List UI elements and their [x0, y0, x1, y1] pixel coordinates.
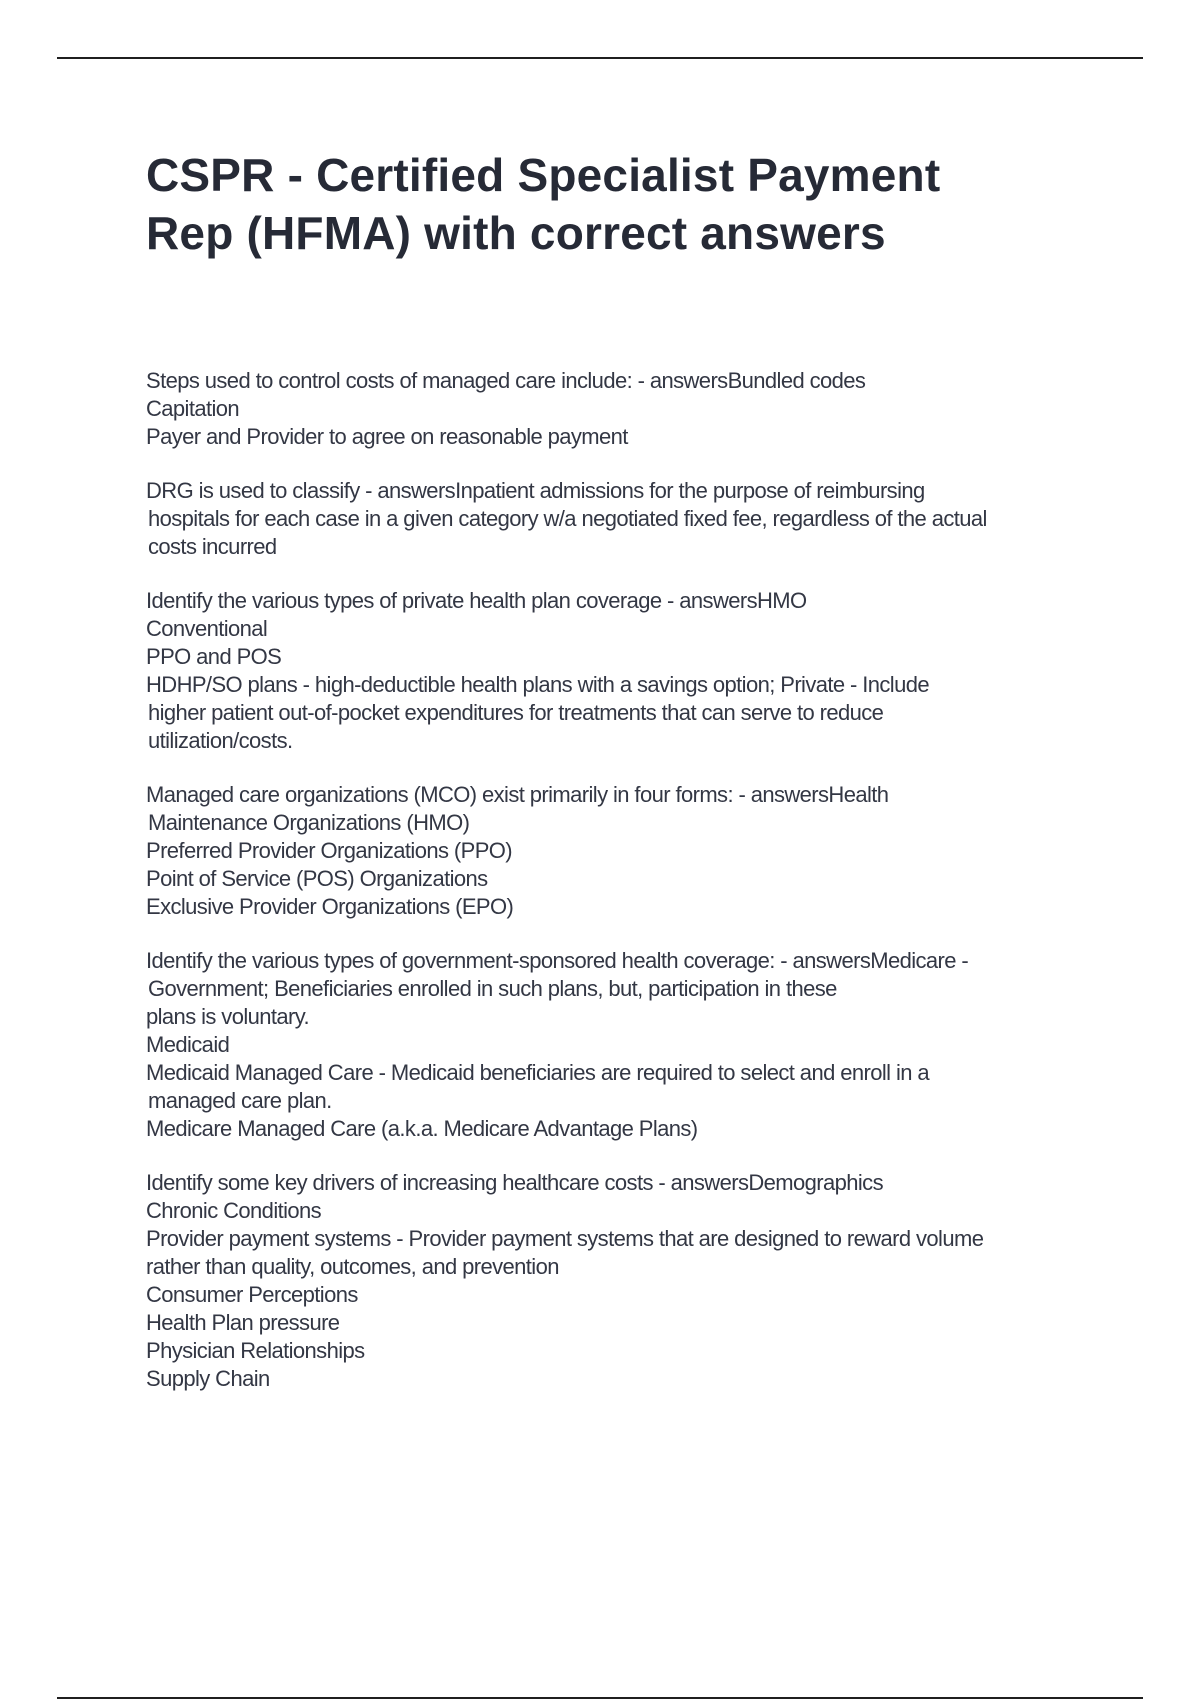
- document-title: [146, 146, 1076, 262]
- qa-line: Identify some key drivers of increasing healthcare costs - answersDemographics: [146, 1170, 883, 1195]
- qa-line: Identify the various types of government-sponsored health coverage: - answersMedicare -: [146, 948, 969, 973]
- qa-line: Chronic Conditions: [146, 1198, 322, 1223]
- qa-line: costs incurred: [148, 534, 277, 559]
- qa-line: Government; Beneficiaries enrolled in such plans, but, participation in these: [148, 976, 837, 1001]
- qa-line: Supply Chain: [146, 1366, 270, 1391]
- qa-line: hospitals for each case in a given category w/a negotiated fixed fee, regardless of the actual: [148, 506, 987, 531]
- qa-line: plans is voluntary.: [146, 1004, 310, 1029]
- qa-line: Physician Relationships: [146, 1338, 365, 1363]
- top-rule: [57, 57, 1143, 59]
- qa-line: utilization/costs.: [148, 728, 293, 753]
- qa-line: Payer and Provider to agree on reasonable payment: [146, 424, 628, 449]
- qa-line: DRG is used to classify - answersInpatient admissions for the purpose of reimbursing: [146, 478, 925, 503]
- qa-line: Maintenance Organizations (HMO): [148, 810, 470, 835]
- qa-line: PPO and POS: [146, 644, 282, 669]
- qa-line: Steps used to control costs of managed care include: - answersBundled codes: [146, 368, 866, 393]
- title-line-2: Rep (HFMA) with correct answers: [146, 207, 886, 259]
- qa-item: [146, 587, 1086, 755]
- qa-line: Medicaid: [146, 1032, 230, 1057]
- qa-line: Provider payment systems - Provider payment systems that are designed to reward volume: [146, 1226, 984, 1251]
- qa-content: [146, 367, 1086, 1419]
- qa-line: Point of Service (POS) Organizations: [146, 866, 488, 891]
- qa-line: Medicaid Managed Care - Medicaid beneficiaries are required to select and enroll in a: [146, 1060, 930, 1085]
- qa-line: rather than quality, outcomes, and prevention: [146, 1254, 559, 1279]
- qa-line: higher patient out-of-pocket expenditures for treatments that can serve to reduce: [148, 700, 884, 725]
- qa-line: Consumer Perceptions: [146, 1282, 358, 1307]
- qa-item: [146, 781, 1086, 921]
- qa-line: Managed care organizations (MCO) exist primarily in four forms: - answersHealth: [146, 782, 889, 807]
- qa-line: Capitation: [146, 396, 240, 421]
- qa-line: Exclusive Provider Organizations (EPO): [146, 894, 514, 919]
- title-line-1: CSPR - Certified Specialist Payment: [146, 149, 941, 201]
- qa-line: Health Plan pressure: [146, 1310, 340, 1335]
- qa-line: Medicare Managed Care (a.k.a. Medicare Advantage Plans): [146, 1116, 698, 1141]
- qa-line: Identify the various types of private health plan coverage - answersHMO: [146, 588, 807, 613]
- bottom-rule: [57, 1697, 1143, 1699]
- qa-item: [146, 367, 1086, 451]
- qa-line: managed care plan.: [148, 1088, 332, 1113]
- qa-line: Preferred Provider Organizations (PPO): [146, 838, 513, 863]
- qa-line: HDHP/SO plans - high-deductible health plans with a savings option; Private - Include: [146, 672, 930, 697]
- qa-item: [146, 947, 1086, 1143]
- qa-item: [146, 477, 1086, 561]
- qa-item: [146, 1169, 1086, 1393]
- qa-line: Conventional: [146, 616, 268, 641]
